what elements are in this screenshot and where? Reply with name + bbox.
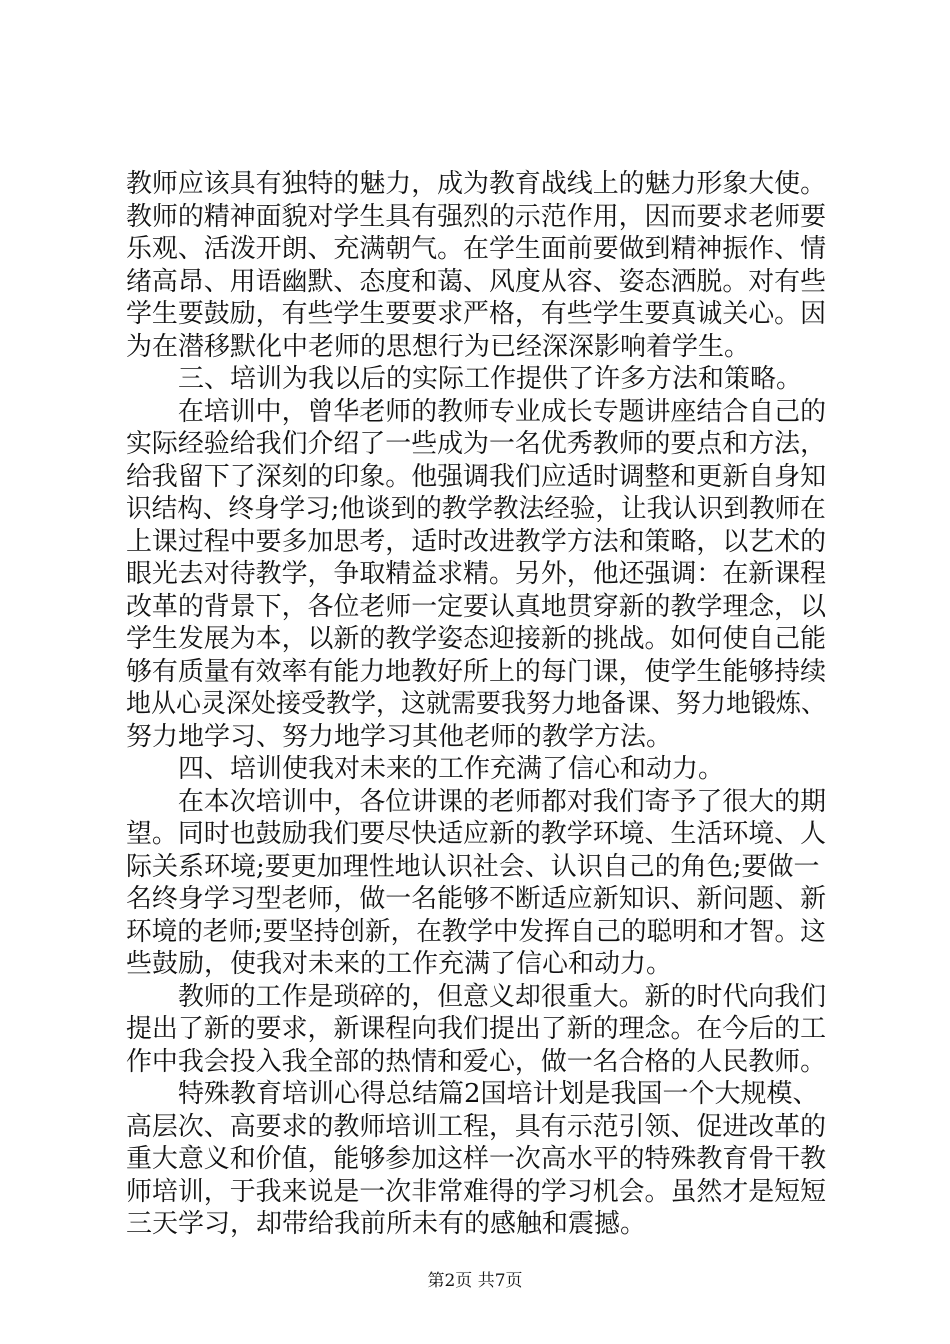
text-line: 三天学习，却带给我前所未有的感触和震撼。 <box>126 1209 647 1239</box>
text-line: 提出了新的要求，新课程向我们提出了新的理念。在今后的工 <box>126 1014 827 1044</box>
text-line: 环境的老师;要坚持创新，在教学中发挥自己的聪明和才智。这 <box>126 916 826 947</box>
text-line: 重大意义和价值，能够参加这样一次高水平的特殊教育骨干教 <box>126 1144 827 1174</box>
text-line: 三、培训为我以后的实际工作提供了许多方法和策略。 <box>178 364 803 394</box>
text-line: 上课过程中要多加思考，适时改进教学方法和策略，以艺术的 <box>126 526 827 557</box>
text-line: 作中我会投入我全部的热情和爱心，做一名合格的人民教师。 <box>126 1046 827 1077</box>
text-line: 地从心灵深处接受教学，这就需要我努力地备课、努力地锻炼、 <box>126 689 826 719</box>
text-line: 在培训中，曾华老师的教师专业成长专题讲座结合自己的 <box>177 396 827 427</box>
text-line: 在本次培训中，各位讲课的老师都对我们寄予了很大的期 <box>177 786 827 817</box>
text-line: 眼光去对待教学，争取精益求精。另外，他还强调：在新课程 <box>126 559 827 589</box>
page-footer: 第2页 共7页 <box>427 1271 523 1291</box>
text-line: 特殊教育培训心得总结篇2国培计划是我国一个大规模、 <box>178 1079 819 1109</box>
text-line: 名终身学习型老师，做一名能够不断适应新知识、新问题、新 <box>126 884 827 914</box>
text-line: 教师应该具有独特的魅力，成为教育战线上的魅力形象大使。 <box>126 169 827 199</box>
text-line: 高层次、高要求的教师培训工程，具有示范引领、促进改革的 <box>126 1111 827 1142</box>
text-line: 望。同时也鼓励我们要尽快适应新的教学环境、生活环境、人 <box>126 819 827 849</box>
text-line: 些鼓励，使我对未来的工作充满了信心和动力。 <box>126 949 673 979</box>
text-line: 努力地学习、努力地学习其他老师的教学方法。 <box>126 721 673 752</box>
text-line: 教师的精神面貌对学生具有强烈的示范作用，因而要求老师要 <box>126 201 827 232</box>
text-line: 改革的背景下，各位老师一定要认真地贯穿新的教学理念，以 <box>126 591 827 622</box>
text-line: 为在潜移默化中老师的思想行为已经深深影响着学生。 <box>126 331 751 362</box>
text-line: 四、培训使我对未来的工作充满了信心和动力。 <box>178 754 725 784</box>
text-line: 给我留下了深刻的印象。他强调我们应适时调整和更新自身知 <box>126 461 827 492</box>
text-line: 际关系环境;要更加理性地认识社会、认识自己的角色;要做一 <box>126 851 820 882</box>
text-line: 实际经验给我们介绍了一些成为一名优秀教师的要点和方法， <box>126 429 827 459</box>
body-text <box>126 168 826 1241</box>
text-line: 绪高昂、用语幽默、态度和蔼、风度从容、姿态洒脱。对有些 <box>126 266 827 297</box>
text-line: 师培训，于我来说是一次非常难得的学习机会。虽然才是短短 <box>126 1176 827 1207</box>
text-line: 学生发展为本，以新的教学姿态迎接新的挑战。如何使自己能 <box>126 624 827 654</box>
text-line: 学生要鼓励，有些学生要要求严格，有些学生要真诚关心。因 <box>126 299 827 329</box>
text-line: 乐观、活泼开朗、充满朝气。在学生面前要做到精神振作、情 <box>126 234 827 264</box>
text-line: 识结构、终身学习;他谈到的教学教法经验，让我认识到教师在 <box>126 494 826 524</box>
text-line: 够有质量有效率有能力地教好所上的每门课，使学生能够持续 <box>126 656 827 687</box>
text-line: 教师的工作是琐碎的，但意义却很重大。新的时代向我们 <box>177 981 827 1012</box>
